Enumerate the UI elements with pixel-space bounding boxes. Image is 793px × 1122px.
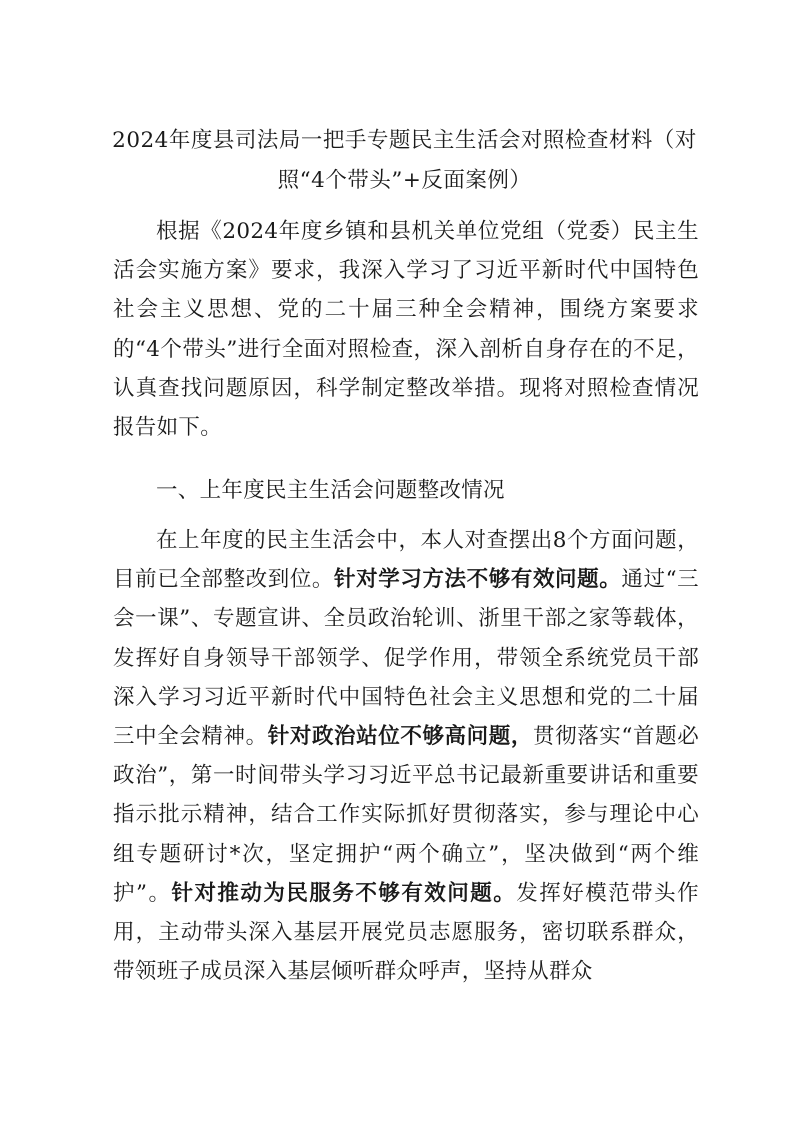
- rectification-paragraph: [113, 521, 699, 991]
- paragraph-text: 在上年度的民主生活会中，本人对查摆出8个方面问题，目前已全部整改到位。: [113, 528, 699, 593]
- paragraph-text: 贯彻落实“首题必政治”，第一时间带头学习习近平总书记最新重要讲话和重要指示批示精神，结合工作实际抓好贯彻落实，参与理论中心组专题研讨*次，坚定拥护“两个确立”，坚决做到“两个维护”。: [113, 724, 699, 906]
- problem-heading: 针对政治站位不够高问题，: [267, 724, 533, 750]
- paragraph-text: 通过“三会一课”、专题宣讲、全员政治轮训、浙里干部之家等载体，发挥好自身领导干部领学、促学作用，带领全系统党员干部深入学习习近平新时代中国特色社会主义思想和党的二十届三中全会精神。: [113, 567, 699, 750]
- document-title: 2024年度县司法局一把手专题民主生活会对照检查材料（对照“4个带头”+反面案例）: [112, 128, 697, 193]
- problem-heading: 针对推动为民服务不够有效问题。: [171, 880, 517, 906]
- section-heading: 一、上年度民主生活会问题整改情况: [156, 478, 505, 503]
- intro-paragraph: 根据《2024年度乡镇和县机关单位党组（党委）民主生活会实施方案》要求，我深入学习了习近平新时代中国特色社会主义思想、党的二十届三种全会精神，围绕方案要求的“4个带头”进行全面对照检查，深入剖析自身存在的不足，认真查找问题原因，科学制定整改举措。现将对照检查情况报告如下。: [113, 219, 699, 441]
- paragraph-text: 发挥好模范带头作用，主动带头深入基层开展党员志愿服务，密切联系群众，带领班子成员深入基层倾听群众呼声，坚持从群众: [113, 880, 699, 985]
- problem-heading: 针对学习方法不够有效问题。: [334, 567, 622, 593]
